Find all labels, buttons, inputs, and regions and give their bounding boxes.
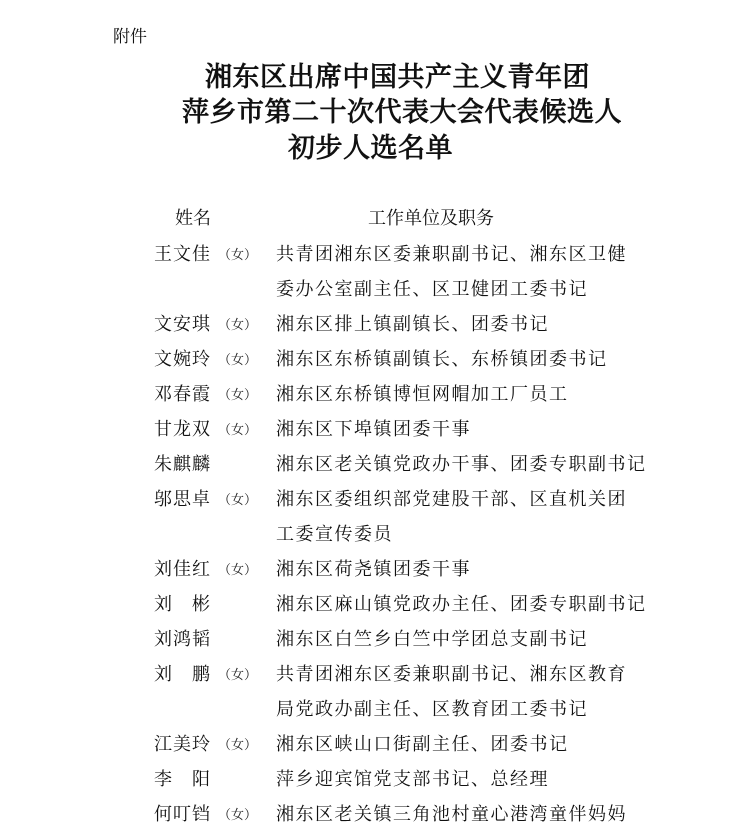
candidate-gender: （女） xyxy=(218,563,258,578)
candidate-unit-line: 工委宣传委员 xyxy=(276,524,393,545)
candidate-gender: （女） xyxy=(218,388,258,403)
candidate-gender: （女） xyxy=(218,738,258,753)
candidate-name: 邬思卓 xyxy=(154,489,211,510)
candidate-name: 江美玲 xyxy=(154,734,211,755)
candidate-name: 文安琪 xyxy=(154,314,211,335)
candidate-name: 朱麒麟 xyxy=(154,454,211,475)
candidate-unit-line: 湘东区荷尧镇团委干事 xyxy=(276,559,471,580)
candidate-unit-line: 湘东区委组织部党建股干部、区直机关团 xyxy=(276,489,627,510)
candidate-name: 甘龙双 xyxy=(154,419,211,440)
candidate-unit-line: 湘东区东桥镇博恒网帽加工厂员工 xyxy=(276,384,569,405)
header-unit: 工作单位及职务 xyxy=(368,208,494,229)
candidate-name: 刘 彬 xyxy=(154,594,211,615)
title-line-1: 湘东区出席中国共产主义青年团 xyxy=(205,62,590,93)
candidate-unit-line: 委办公室副主任、区卫健团工委书记 xyxy=(276,279,588,300)
candidate-gender: （女） xyxy=(218,808,258,823)
title-line-3: 初步人选名单 xyxy=(288,133,453,164)
candidate-gender: （女） xyxy=(218,668,258,683)
candidate-gender: （女） xyxy=(218,423,258,438)
candidate-unit-line: 湘东区白竺乡白竺中学团总支副书记 xyxy=(276,629,588,650)
candidate-unit-line: 湘东区下埠镇团委干事 xyxy=(276,419,471,440)
candidate-unit-line: 共青团湘东区委兼职副书记、湘东区卫健 xyxy=(276,244,627,265)
candidate-unit-line: 湘东区东桥镇副镇长、东桥镇团委书记 xyxy=(276,349,608,370)
candidate-unit-line: 湘东区老关镇党政办干事、团委专职副书记 xyxy=(276,454,647,475)
header-name: 姓名 xyxy=(175,208,211,229)
candidate-name: 文婉玲 xyxy=(154,349,211,370)
attachment-label: 附件 xyxy=(113,27,147,47)
candidate-name: 刘佳红 xyxy=(154,559,211,580)
candidate-unit-line: 湘东区峡山口街副主任、团委书记 xyxy=(276,734,569,755)
candidate-unit-line: 湘东区排上镇副镇长、团委书记 xyxy=(276,314,549,335)
candidate-unit-line: 萍乡迎宾馆党支部书记、总经理 xyxy=(276,769,549,790)
title-line-2: 萍乡市第二十次代表大会代表候选人 xyxy=(182,97,622,128)
candidate-unit-line: 湘东区老关镇三角池村童心港湾童伴妈妈 xyxy=(276,804,627,825)
candidate-name: 刘 鹏 xyxy=(154,664,211,685)
candidate-name: 何叮铛 xyxy=(154,804,211,825)
candidate-unit-line: 局党政办副主任、区教育团工委书记 xyxy=(276,699,588,720)
candidate-gender: （女） xyxy=(218,493,258,508)
candidate-unit-line: 湘东区麻山镇党政办主任、团委专职副书记 xyxy=(276,594,647,615)
candidate-gender: （女） xyxy=(218,318,258,333)
candidate-name: 邓春霞 xyxy=(154,384,211,405)
candidate-name: 王文佳 xyxy=(154,244,211,265)
candidate-name: 刘鸿韬 xyxy=(154,629,211,650)
candidate-gender: （女） xyxy=(218,248,258,263)
candidate-gender: （女） xyxy=(218,353,258,368)
candidate-unit-line: 共青团湘东区委兼职副书记、湘东区教育 xyxy=(276,664,627,685)
candidate-name: 李 阳 xyxy=(154,769,211,790)
